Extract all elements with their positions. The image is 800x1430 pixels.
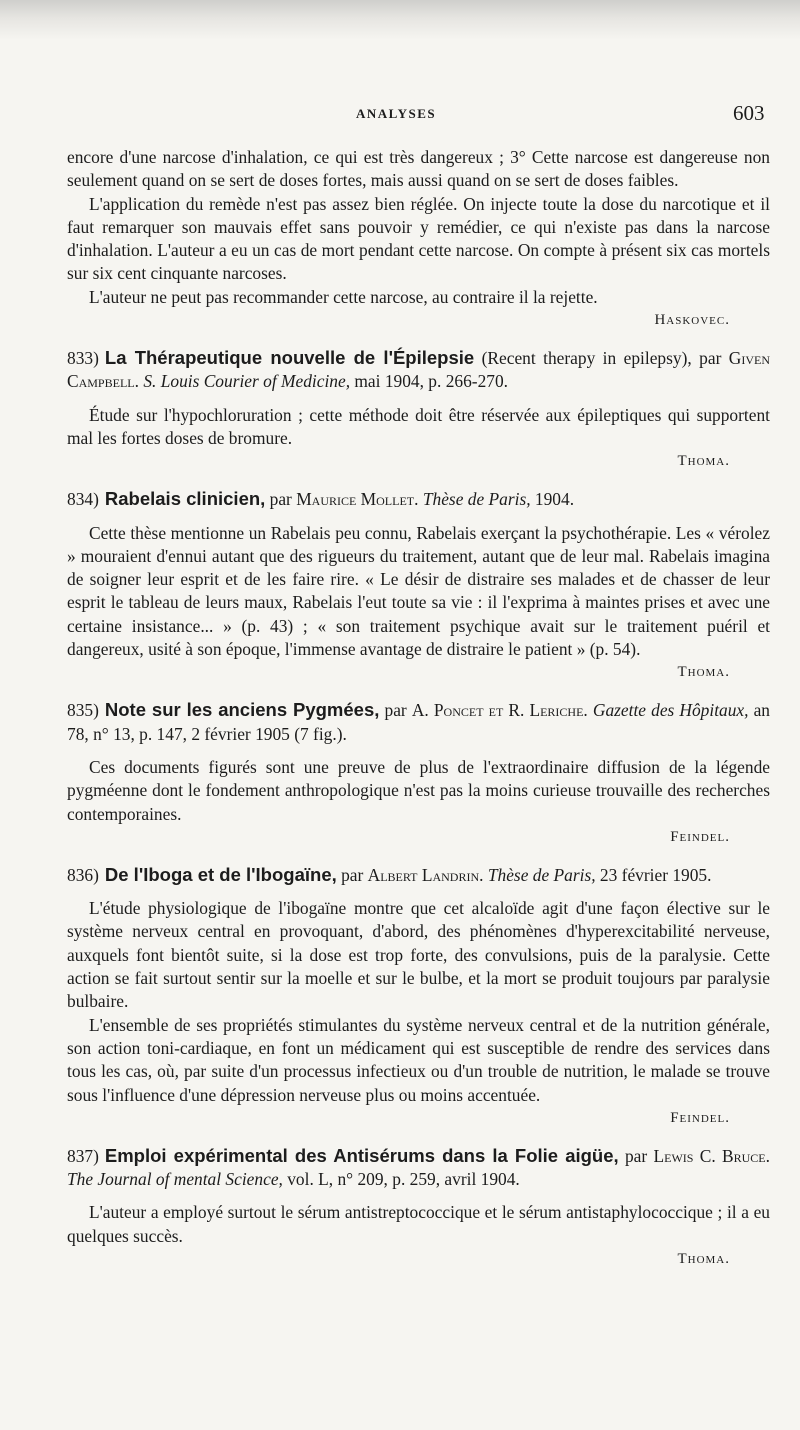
reference-text: an 78, n° 13, p. 147, 2 février 1905 (7 fig.).: [67, 700, 771, 744]
reference-text: .: [765, 1145, 770, 1166]
paragraph: L'auteur ne peut pas recommander cette narcose, au contraire il la rejette.: [89, 286, 598, 307]
entry-title: Emploi expérimental des Antisérums dans la Folie aigüe,: [104, 1144, 619, 1166]
entry-author: Given Campbell: [67, 348, 770, 392]
reference-text: mai 1904, p. 266-270.: [350, 371, 509, 392]
review-entry-833: [67, 346, 770, 473]
reference-text: par: [265, 489, 297, 510]
paragraph: Ces documents figurés sont une preuve de plus de l'extraordinaire diffusion de la légende pygméenne dont le fondement anthropologique n'est pas la moins curieuse trouvaille des recherches contemporaines.: [67, 756, 770, 824]
reference-text: (Recent therapy in epilepsy), par: [474, 348, 729, 369]
spacer: [67, 887, 770, 897]
scan-edge-shadow: [0, 0, 800, 40]
reviewer-signature: Thoma.: [677, 453, 730, 470]
journal-name: Gazette des Hôpitaux,: [592, 700, 749, 721]
reviewer-signature: Thoma.: [677, 1250, 730, 1267]
paragraph: L'ensemble de ses propriétés stimulantes du système nerveux central et de la nutrition générale, son action toni-cardiaque, en font un médicament qui est susceptible de rendre des services dans tous les cas, où, par suite d'un processus infectieux ou d'un trouble de nutrition, le malade se trouve sous l'influence d'une dépression nerveuse plus ou moins accentuée.: [67, 1014, 770, 1105]
reference-text: par: [379, 700, 412, 721]
entry-heading: [67, 863, 770, 887]
reviewer-signature: Thoma.: [677, 664, 730, 681]
reviewer-signature: Haskovec.: [654, 312, 730, 329]
spacer: [67, 746, 770, 756]
spacer: [67, 512, 770, 522]
paragraph: L'étude physiologique de l'ibogaïne montre que cet alcaloïde agit d'une façon élective sur le système nerveux central en provoquant, d'abord, des phénomènes d'hyperexcitabilité nerveuse, auxquels font bientôt suite, si la dose est trop forte, des convulsions, puis de la paralysie. Cette action se fait surtout sentir sur la moelle et sur le bulbe, et la mort se produit toujours par paralysie bulbaire.: [67, 898, 770, 1012]
review-entry-834: [67, 487, 770, 684]
paragraph: L'application du remède n'est pas assez bien réglée. On injecte toute la dose du narcotique et il faut remarquer son mauvais effet sans pouvoir y remédier, ce qui n'existe pas dans la narcose d'inhalation. L'auteur a eu un cas de mort pendant cette narcose. On compte à présent six cas mortels sur six cent cinquante narcoses.: [67, 193, 770, 284]
reference-text: .: [134, 371, 144, 392]
spacer: [67, 394, 770, 404]
reference-text: vol. L, n° 209, p. 259, avril 1904.: [282, 1169, 520, 1190]
journal-name: Thèse de Paris,: [422, 489, 531, 510]
running-head: ANALYSES: [356, 106, 437, 121]
entry-number: 834): [67, 489, 99, 510]
paragraph: Cette thèse mentionne un Rabelais peu connu, Rabelais exerçant la psychothérapie. Les « vérolez » mouraient d'ennui autant que des rigueurs du traitement, autant que de leur mal. Rabelais imagina de soigner leur esprit et de les faire rire. « Le désir de distraire ses malades et de chasser de leur esprit le tableau de leurs maux, Rabelais l'eut toute sa vie : il l'exprima à maintes prises et avec une certaine insistance... » (p. 43) ; « son traitement psychique avait sur le traitement puéril et dangereux, usité à son époque, l'immense avantage de distraire le patient » (p. 54).: [67, 522, 770, 660]
entry-heading: [67, 487, 770, 511]
reference-text: 23 février 1905.: [595, 864, 712, 885]
paragraph: encore d'une narcose d'inhalation, ce qui est très dangereux ; 3° Cette narcose est dangereuse non seulement quand on se sert de doses fortes, mais aussi quand on se sert de doses faibles.: [67, 147, 770, 191]
entry-number: 833): [67, 348, 99, 369]
reviewer-signature: Feindel.: [670, 828, 730, 845]
entry-heading: [67, 698, 770, 746]
paragraph: Étude sur l'hypochloruration ; cette méthode doit être réservée aux épileptiques qui supportent mal les fortes doses de bromure.: [67, 404, 770, 448]
paragraph: L'auteur a employé surtout le sérum antistreptococcique et le sérum antistaphylococcique ; il a eu quelques succès.: [67, 1202, 770, 1246]
page-content: [67, 146, 770, 1271]
entry-author: Albert Landrin: [367, 864, 480, 885]
reference-text: .: [479, 864, 488, 885]
page-number: 603: [733, 101, 765, 125]
entry-number: 837): [67, 1145, 99, 1166]
review-entry-835: [67, 698, 770, 848]
entry-number: 835): [67, 700, 99, 721]
entry-title: De l'Iboga et de l'Ibogaïne,: [104, 863, 337, 885]
reference-text: 1904.: [530, 489, 575, 510]
entry-heading: [67, 346, 770, 394]
entry-title: Note sur les anciens Pygmées,: [104, 699, 380, 721]
review-entry-836: [67, 863, 770, 1130]
review-entry-837: [67, 1144, 770, 1271]
journal-name: The Journal of mental Science,: [67, 1169, 283, 1190]
reviewer-signature: Feindel.: [670, 1109, 730, 1126]
entry-title: Rabelais clinicien,: [104, 488, 266, 510]
journal-name: S. Louis Courier of Medicine,: [143, 371, 351, 392]
entry-number: 836): [67, 864, 99, 885]
entry-author: Lewis C. Bruce: [653, 1145, 766, 1166]
reference-text: .: [414, 489, 423, 510]
journal-name: Thèse de Paris,: [487, 864, 596, 885]
entry-title: La Thérapeutique nouvelle de l'Épilepsie: [104, 347, 475, 369]
entry-author: A. Poncet et R. Leriche: [411, 700, 584, 721]
reference-text: par: [336, 864, 368, 885]
spacer: [67, 1191, 770, 1201]
reference-text: .: [583, 700, 593, 721]
entry-heading: [67, 1144, 770, 1192]
reference-text: par: [618, 1145, 654, 1166]
page-header: [0, 101, 800, 128]
continued-review: [67, 146, 770, 332]
entry-author: Maurice Mollet: [296, 489, 415, 510]
